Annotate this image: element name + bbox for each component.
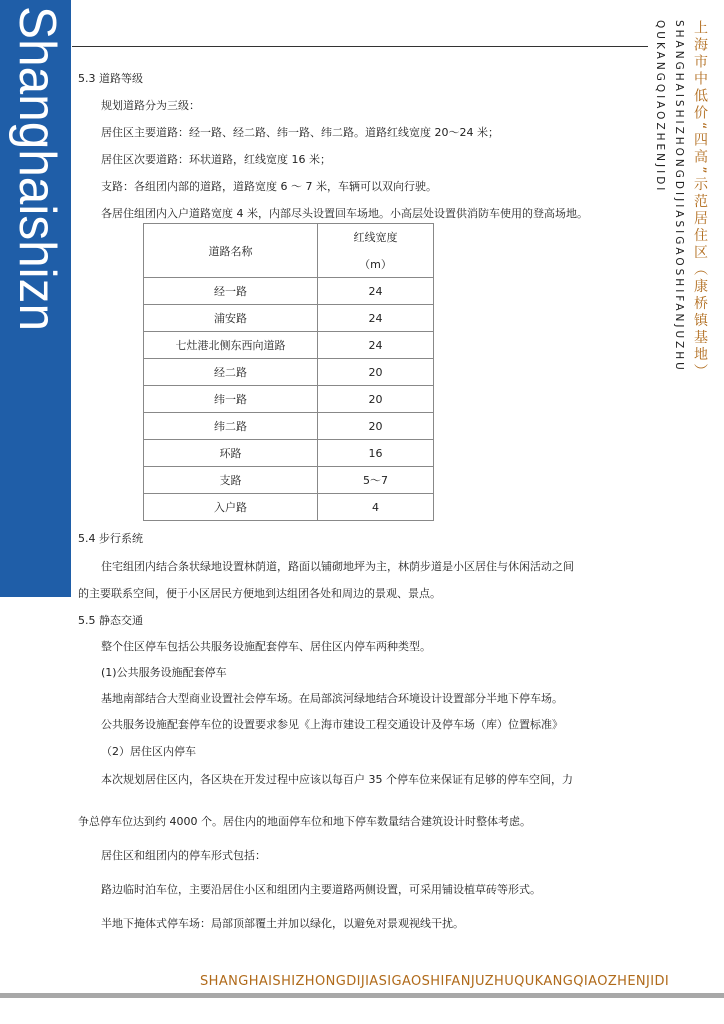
paragraph: 路边临时泊车位，主要沿居住小区和组团内主要道路两侧设置，可采用铺设植草砖等形式。 (101, 883, 541, 896)
table-row (144, 413, 434, 440)
paragraph: 住宅组团内结合条状绿地设置林荫道，路面以铺砌地坪为主，林荫步道是小区居住与休闲活动之间 (101, 560, 574, 573)
section-5-4-heading: 5.4 步行系统 (78, 532, 143, 545)
road-width-cell: 16 (318, 440, 434, 467)
road-name-cell: 纬一路 (144, 386, 318, 413)
subheading: (1)公共服务设施配套停车 (101, 666, 227, 679)
road-name-cell: 入户路 (144, 494, 318, 521)
table-row (144, 278, 434, 305)
road-name-cell: 七灶港北侧东西向道路 (144, 332, 318, 359)
footer-text: SHANGHAISHIZHONGDIJIASIGAOSHIFANJUZHUQUKANGQIAOZHENJIDI (200, 974, 670, 989)
table-row (144, 494, 434, 521)
table-row (144, 467, 434, 494)
header-title-cn: 上海市中低价“四高”示范居住区（康桥镇基地） (692, 20, 708, 381)
road-width-cell: 4 (318, 494, 434, 521)
paragraph: 公共服务设施配套停车位的设置要求参见《上海市建设工程交通设计及停车场（库）位置标准》 (101, 718, 563, 731)
section-5-5-heading: 5.5 静态交通 (78, 614, 143, 627)
table-header-row (144, 224, 434, 278)
road-name-cell: 环路 (144, 440, 318, 467)
road-width-cell: 20 (318, 386, 434, 413)
road-name-cell: 经一路 (144, 278, 318, 305)
road-width-cell: 24 (318, 278, 434, 305)
road-width-cell: 20 (318, 359, 434, 386)
vertical-brand-text: Shanghaishizn (8, 6, 66, 336)
subheading: （2）居住区内停车 (101, 745, 196, 758)
road-width-cell: 24 (318, 305, 434, 332)
road-width-cell: 5～7 (318, 467, 434, 494)
road-name-cell: 浦安路 (144, 305, 318, 332)
table-row (144, 386, 434, 413)
paragraph: 半地下掩体式停车场：局部顶部覆土并加以绿化，以避免对景观视线干扰。 (101, 917, 464, 930)
table-header-width-unit: （m） (359, 258, 392, 271)
table-header-width (318, 224, 434, 278)
road-name-cell: 经二路 (144, 359, 318, 386)
paragraph: 支路：各组团内部的道路，道路宽度 6 ～ 7 米，车辆可以双向行驶。 (101, 180, 437, 193)
paragraph: 的主要联系空间，便于小区居民方便地到达组团各处和周边的景观、景点。 (78, 587, 441, 600)
road-name-cell: 纬二路 (144, 413, 318, 440)
section-5-3-heading: 5.3 道路等级 (78, 72, 143, 85)
paragraph: 整个住区停车包括公共服务设施配套停车、居住区内停车两种类型。 (101, 640, 431, 653)
paragraph: 居住区主要道路：经一路、经二路、纬一路、纬二路。道路红线宽度 20～24 米； (101, 126, 499, 139)
paragraph: 本次规划居住区内，各区块在开发过程中应该以每百户 35 个停车位来保证有足够的停车空间，力 (101, 773, 573, 786)
road-width-cell: 20 (318, 413, 434, 440)
table-row (144, 305, 434, 332)
road-width-cell: 24 (318, 332, 434, 359)
table-header-name: 道路名称 (144, 224, 318, 278)
paragraph: 基地南部结合大型商业设置社会停车场。在局部滨河绿地结合环境设计设置部分半地下停车场。 (101, 692, 563, 705)
header-title-en-1: SHANGHAISHIZHONGDIJIASIGAOSHIFANJUZHU (673, 20, 685, 373)
section-5-3-intro: 规划道路分为三级： (101, 99, 200, 112)
table-header-width-label: 红线宽度 (353, 231, 398, 244)
paragraph: 居住区和组团内的停车形式包括： (101, 849, 266, 862)
paragraph: 居住区次要道路：环状道路，红线宽度 16 米； (101, 153, 331, 166)
footer-bar (0, 993, 724, 998)
paragraph: 争总停车位达到约 4000 个。居住内的地面停车位和地下停车数量结合建筑设计时整体考虑。 (78, 815, 531, 828)
road-name-cell: 支路 (144, 467, 318, 494)
table-row (144, 440, 434, 467)
paragraph: 各居住组团内入户道路宽度 4 米，内部尽头设置回车场地。小高层处设置供消防车使用的登高场地。 (101, 207, 588, 220)
header-title-en-2: QUKANGQIAOZHENJIDI (654, 20, 666, 194)
table-row (144, 359, 434, 386)
road-width-table (143, 223, 434, 521)
table-row (144, 332, 434, 359)
